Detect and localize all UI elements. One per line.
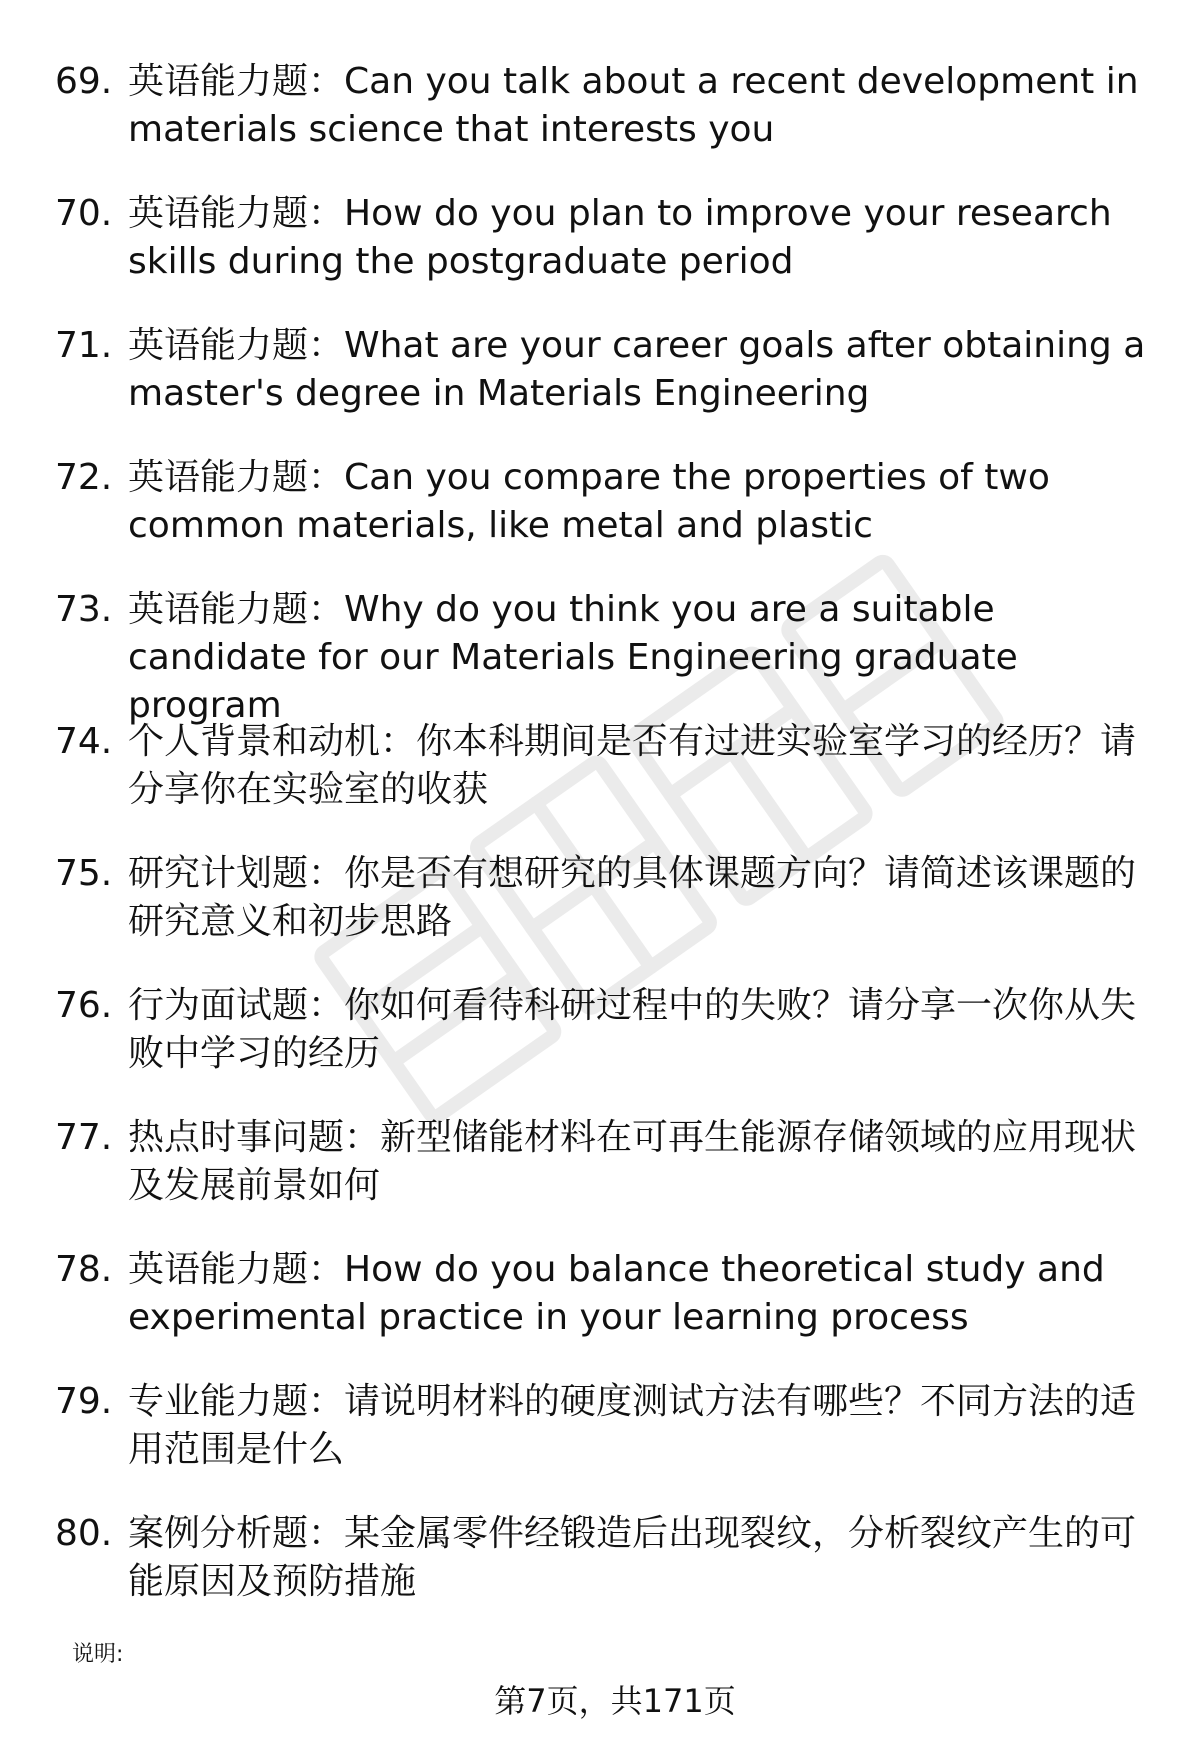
question-number: 79. — [55, 1381, 113, 1422]
question-number: 80. — [55, 1513, 113, 1554]
question-text: 个人背景和动机：你本科期间是否有过进实验室学习的经历？请分享你在实验室的收获 — [128, 721, 1137, 810]
question-text: 英语能力题：Why do you think you are a suitable candidate for our Materials Engineering graduate program — [128, 589, 1018, 726]
question-item — [0, 454, 1200, 586]
question-text: 英语能力题：Can you talk about a recent development in materials science that interests you — [128, 61, 1139, 150]
question-text: 案例分析题：某金属零件经锻造后出现裂纹，分析裂纹产生的可能原因及预防措施 — [128, 1513, 1137, 1602]
question-text: 热点时事问题：新型储能材料在可再生能源存储领域的应用现状及发展前景如何 — [128, 1117, 1137, 1206]
question-item — [0, 190, 1200, 322]
question-text: 英语能力题：How do you plan to improve your research skills during the postgraduate period — [128, 193, 1112, 282]
question-item — [0, 586, 1200, 726]
question-number: 74. — [55, 721, 113, 762]
question-text: 英语能力题：How do you balance theoretical study and experimental practice in your learning process — [128, 1249, 1105, 1338]
question-item — [0, 1114, 1200, 1246]
question-item — [0, 1510, 1200, 1642]
question-number: 76. — [55, 985, 113, 1026]
footer-note-label: 说明: — [72, 1642, 124, 1667]
question-number: 75. — [55, 853, 113, 894]
question-number: 71. — [55, 325, 113, 366]
question-item — [0, 322, 1200, 454]
question-item — [0, 1378, 1200, 1510]
question-item — [0, 982, 1200, 1114]
question-item — [0, 850, 1200, 982]
question-item — [0, 1246, 1200, 1378]
question-text: 研究计划题：你是否有想研究的具体课题方向？请简述该课题的研究意义和初步思路 — [128, 853, 1137, 942]
question-number: 72. — [55, 457, 113, 498]
question-text: 专业能力题：请说明材料的硬度测试方法有哪些？不同方法的适用范围是什么 — [128, 1381, 1137, 1470]
question-number: 73. — [55, 589, 113, 630]
question-number: 77. — [55, 1117, 113, 1158]
question-text: 英语能力题：Can you compare the properties of two common materials, like metal and plastic — [128, 457, 1050, 546]
question-text: 行为面试题：你如何看待科研过程中的失败？请分享一次你从失败中学习的经历 — [128, 985, 1137, 1074]
question-number: 78. — [55, 1249, 113, 1290]
question-item — [0, 718, 1200, 850]
question-number: 70. — [55, 193, 113, 234]
question-text: 英语能力题：What are your career goals after obtaining a master's degree in Materials Engineering — [128, 325, 1146, 414]
question-list — [0, 58, 1200, 1642]
page-indicator: 第7页，共171页 — [494, 1682, 736, 1720]
question-number: 69. — [55, 61, 113, 102]
question-item — [0, 58, 1200, 190]
